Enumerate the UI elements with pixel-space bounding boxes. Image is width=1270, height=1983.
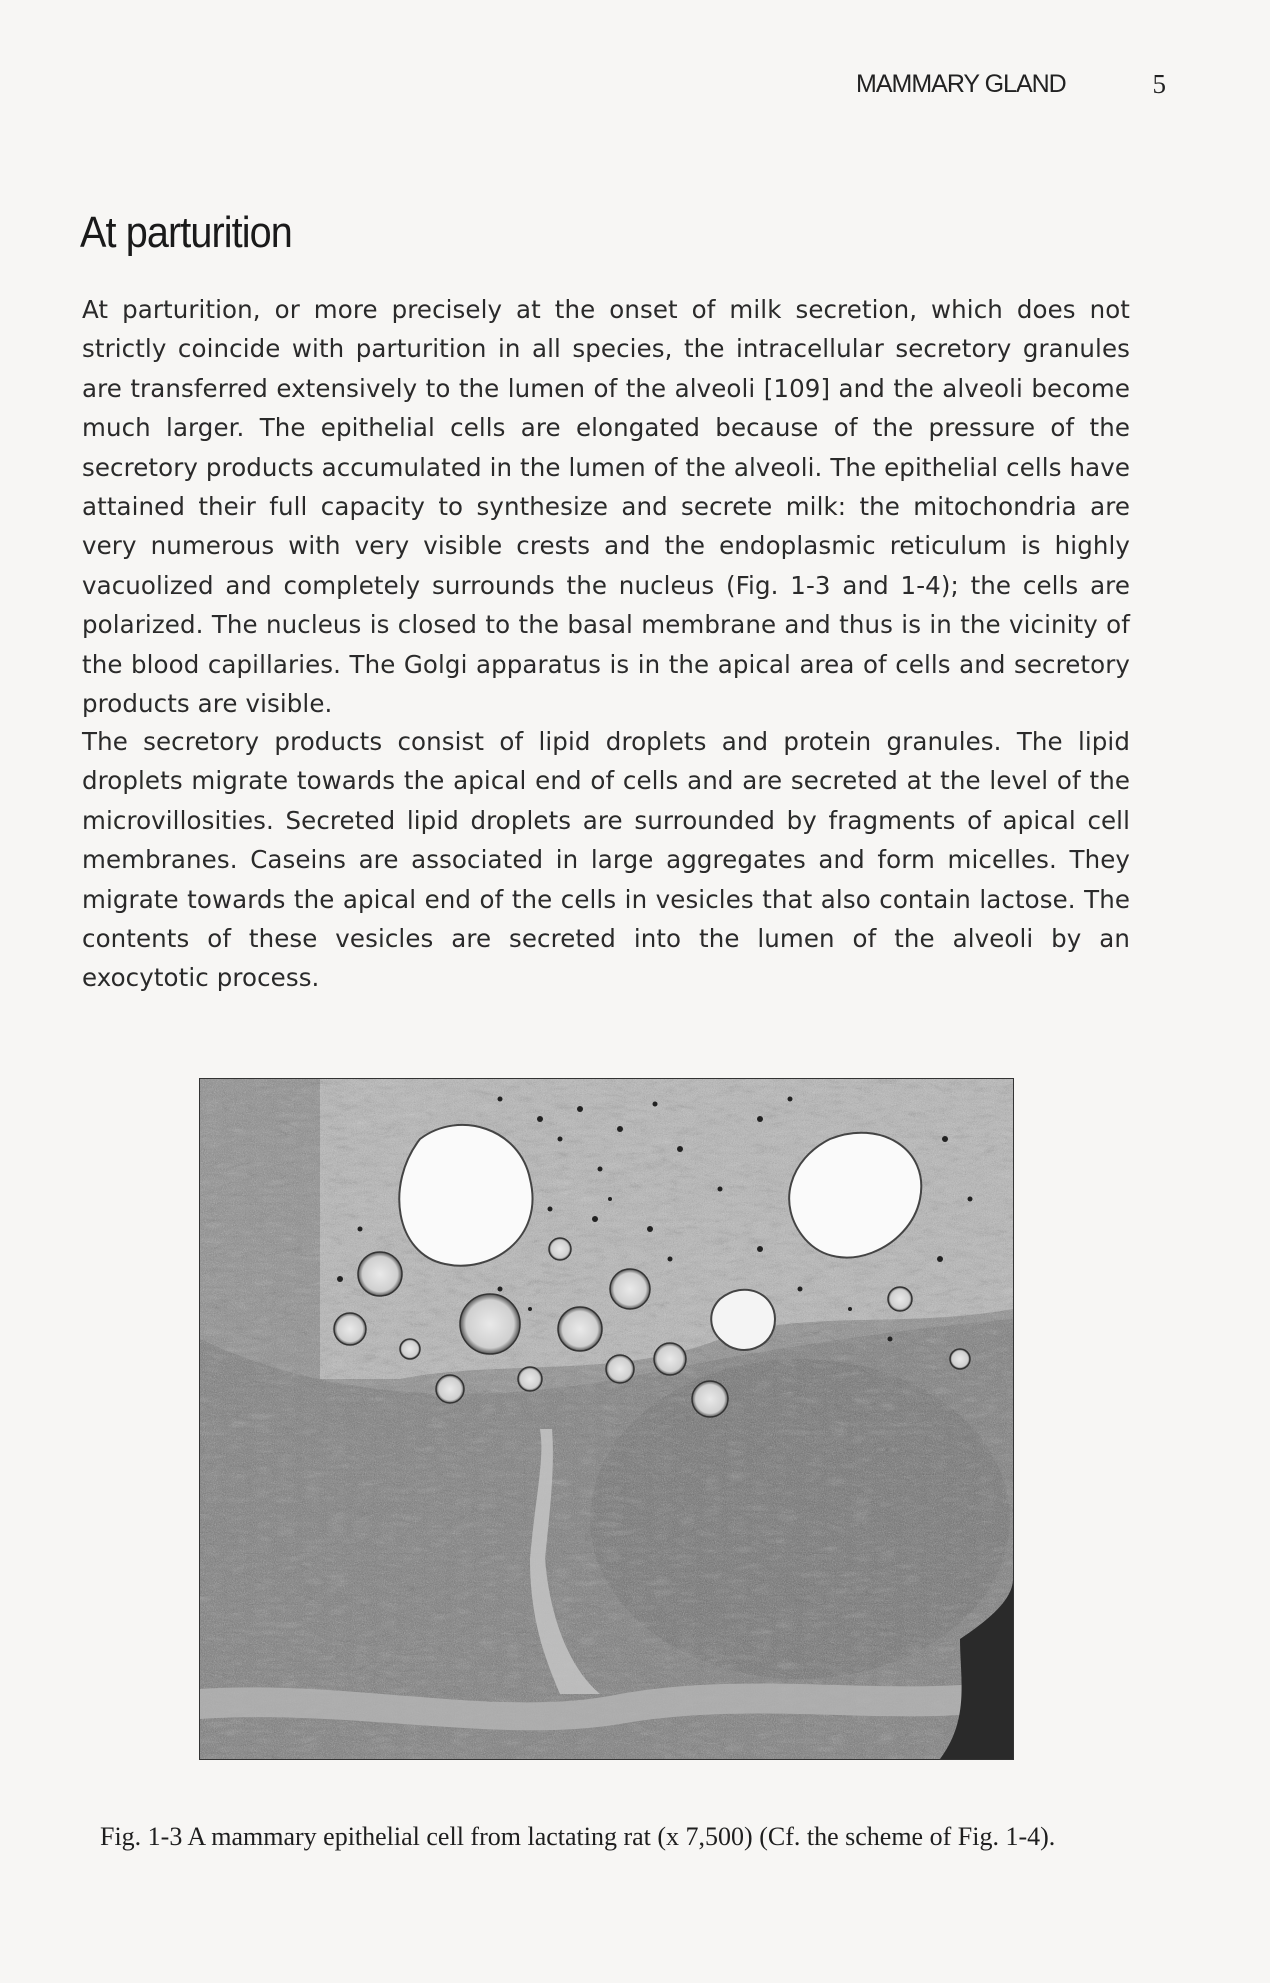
- micrograph-figure: [199, 1078, 1014, 1760]
- paragraph-2: The secretory products consist of lipid droplets and protein granules. The lipid droplets migrate towards the apical end of cells and are secreted at the level of the microvillosities. Secreted lipid droplets are surrounded by fragments of apical cell membranes. Caseins are associated in large aggregates and form micelles. They migrate towards the apical end of the cells in vesicles that also contain lactose. The contents of these vesicles are secreted into the lumen of the alveoli by an exocytotic process.: [82, 727, 1130, 993]
- section-heading: At parturition: [80, 208, 292, 257]
- page-number: 5: [1152, 68, 1166, 99]
- micrograph-image: [200, 1079, 1013, 1759]
- paragraph-1: At parturition, or more precisely at the onset of milk secretion, which does not strictly coincide with parturition in all species, the intracellular secretory granules are transferred extensively to the lumen of the alveoli [109] and the alveoli become much larger. The epithelial cells are elongated because of the pressure of the secretory products accumulated in the lumen of the alveoli. The epithelial cells have attained their full capacity to synthesize and secrete milk: the mitochondria are very numerous with very visible crests and the endoplasmic reticulum is highly vacuolized and completely surrounds the nucleus (Fig. 1-3 and 1-4); the cells are polarized. The nucleus is closed to the basal membrane and thus is in the vicinity of the blood capillaries. The Golgi apparatus is in the apical area of cells and secretory products are visible.: [82, 295, 1130, 719]
- running-head: [856, 66, 1166, 102]
- running-head-title: MAMMARY GLAND: [856, 69, 1066, 98]
- figure-caption: Fig. 1-3 A mammary epithelial cell from lactating rat (x 7,500) (Cf. the scheme of Fig. 1-4).: [100, 1822, 1056, 1851]
